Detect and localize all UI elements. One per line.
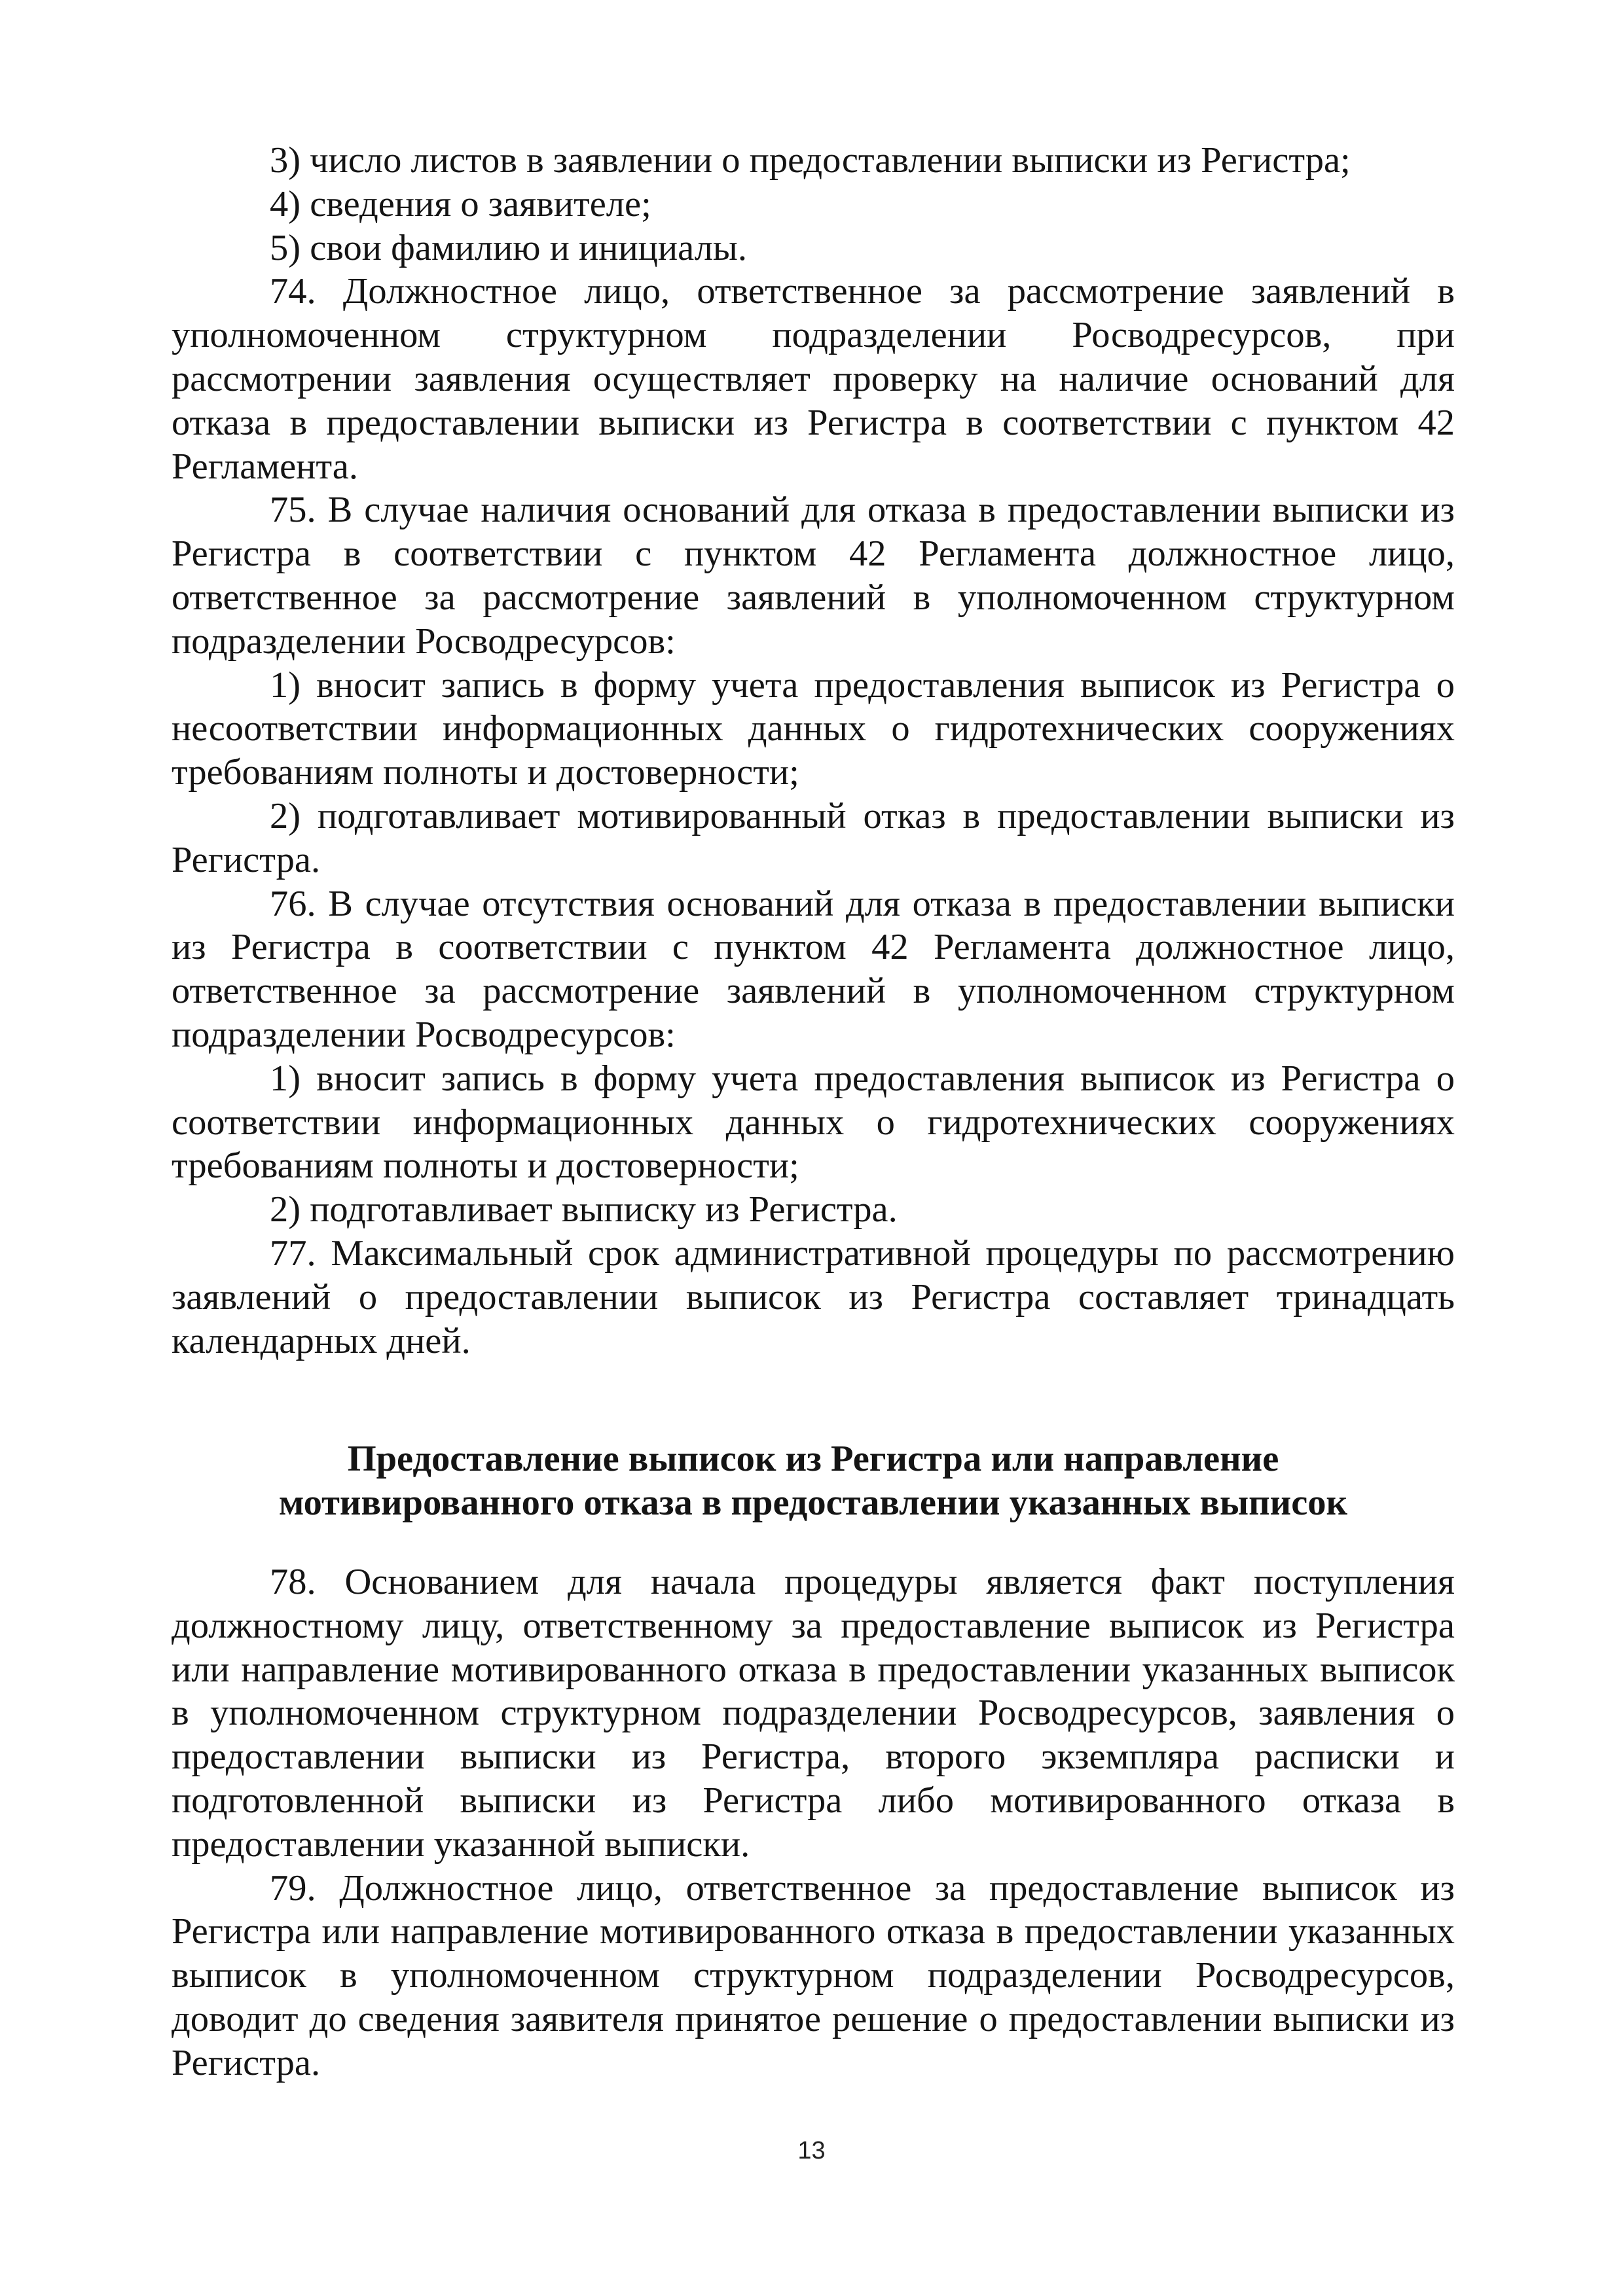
paragraph-75-item-2: 2) подготавливает мотивированный отказ в предоставлении выписки из Регистра. xyxy=(172,795,1455,880)
page-number: 13 xyxy=(797,2137,826,2164)
list-item-3: 3) число листов в заявлении о предоставлении выписки из Регистра; xyxy=(270,140,1351,181)
document-body-top xyxy=(172,139,1455,1363)
document-body-bottom xyxy=(172,1560,1455,2085)
paragraph-76-item-1: 1) вносит запись в форму учета предоставления выписок из Регистра о соответствии информационных данных о гидротехнических сооружениях требованиям полноты и достоверности; xyxy=(172,1058,1455,1187)
list-item-5: 5) свои фамилию и инициалы. xyxy=(270,227,748,268)
paragraph-75-item-1: 1) вносит запись в форму учета предоставления выписок из Регистра о несоответствии информационных данных о гидротехнических сооружениях требованиям полноты и достоверности; xyxy=(172,664,1455,793)
paragraph-76: 76. В случае отсутствия оснований для отказа в предоставлении выписки из Регистра в соответствии с пунктом 42 Регламента должностное лицо, ответственное за рассмотрение заявлений в уполномоченном структурном подразделении Росводресурсов: xyxy=(172,883,1455,1055)
section-heading-line-1: Предоставление выписок из Регистра или направление xyxy=(347,1439,1279,1479)
paragraph-74: 74. Должностное лицо, ответственное за рассмотрение заявлений в уполномоченном структурном подразделении Росводресурсов, при рассмотрении заявления осуществляет проверку на наличие оснований для отказа в предоставлении выписки из Регистра в соответствии с пунктом 42 Регламента. xyxy=(172,271,1455,487)
paragraph-77: 77. Максимальный срок административной процедуры по рассмотрению заявлений о предоставлении выписок из Регистра составляет тринадцать календарных дней. xyxy=(172,1232,1455,1361)
section-heading xyxy=(172,1437,1455,1525)
paragraph-78: 78. Основанием для начала процедуры является факт поступления должностному лицу, ответственному за предоставление выписок из Регистра или направление мотивированного отказа в предоставлении указанных выписок в уполномоченном структурном подразделении Росводресурсов, заявления о предоставлении выписки из Регистра, второго экземпляра расписки и подготовленной выписки из Регистра либо мотивированного отказа в предоставлении указанной выписки. xyxy=(172,1562,1455,1865)
paragraph-76-item-2: 2) подготавливает выписку из Регистра. xyxy=(270,1189,898,1230)
paragraph-75: 75. В случае наличия оснований для отказа в предоставлении выписки из Регистра в соответствии с пунктом 42 Регламента должностное лицо, ответственное за рассмотрение заявлений в уполномоченном структурном подразделении Росводресурсов: xyxy=(172,490,1455,662)
section-heading-line-2: мотивированного отказа в предоставлении указанных выписок xyxy=(278,1482,1348,1523)
paragraph-79: 79. Должностное лицо, ответственное за предоставление выписок из Регистра или направление мотивированного отказа в предоставлении указанных выписок в уполномоченном структурном подразделении Росводресурсов, доводит до сведения заявителя принятое решение о предоставлении выписки из Регистра. xyxy=(172,1867,1455,2083)
list-item-4: 4) сведения о заявителе; xyxy=(270,183,651,224)
